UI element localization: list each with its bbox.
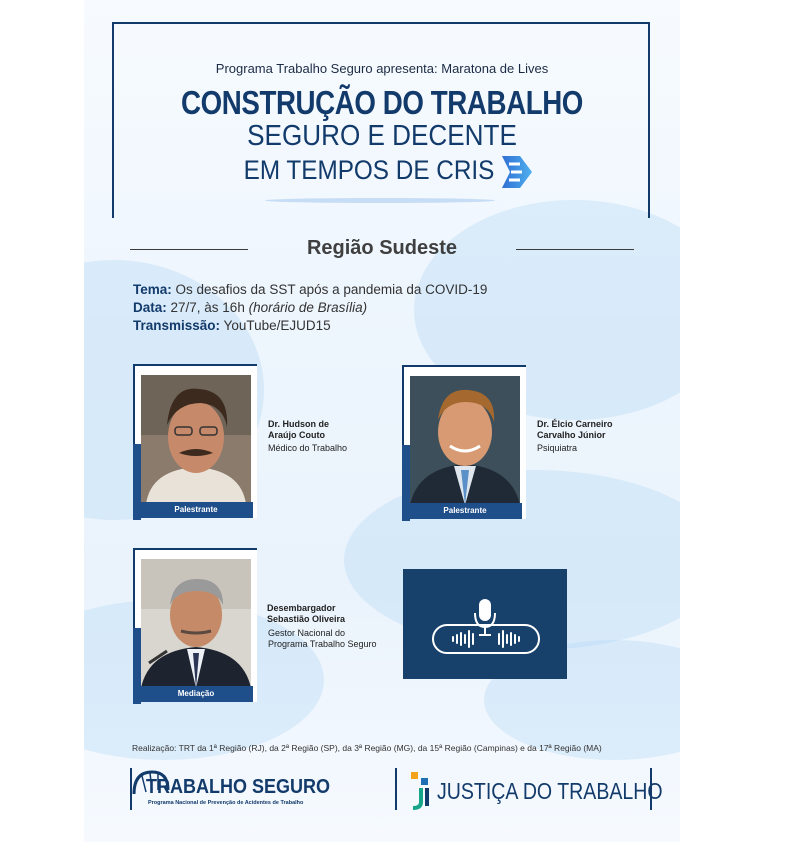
mediator-name: Desembargador Sebastião Oliveira [267,603,346,624]
speaker-photo [141,375,251,504]
region-divider-right [516,249,634,250]
tema-line [133,282,487,297]
region-title: Região Sudeste [306,237,458,259]
speaker-role: Médico do Trabalho [268,443,348,453]
transmissao-line [133,318,331,333]
transmissao-label: Transmissão: [133,318,221,333]
data-note: (horário de Brasília) [248,300,368,315]
title-underglow [265,198,495,203]
logo-divider-mid [395,768,397,810]
left-logo-subtitle: Programa Nacional de Prevenção de Acidentes de Trabalho [148,800,304,806]
speaker-badge: Palestrante [408,503,522,519]
logo-divider-left [130,768,132,810]
speaker-card-hudson [133,364,257,518]
right-logo-text: JUSTIÇA DO TRABALHO [437,778,663,804]
mediator-role: Gestor Nacional do Programa Trabalho Seguro [268,628,377,649]
speaker-name: Dr. Hudson de Araújo Couto [268,419,330,440]
speaker-photo [410,376,520,505]
speaker-badge: Palestrante [139,502,253,518]
tema-label: Tema: [133,282,172,297]
tema-value: Os desafios da SST após a pandemia da COVID-19 [171,282,488,297]
data-value: 27/7, às 16h [166,300,249,315]
mediator-card [133,548,257,702]
left-logo-text: TRABALHO SEGURO [146,776,331,798]
title-line-2: SEGURO E DECENTE [247,120,517,152]
speaker-role: Psiquiatra [537,443,578,453]
event-kicker: Programa Trabalho Seguro apresenta: Maratona de Lives [215,61,549,76]
data-line [133,300,367,315]
mediator-badge: Mediação [139,686,253,702]
speaker-name: Dr. Élcio Carneiro Carvalho Júnior [537,419,613,440]
play-arrow-e-icon [500,154,534,190]
data-label: Data: [133,300,167,315]
mediator-photo [141,559,251,688]
credits-text: Realização: TRT da 1ª Região (RJ), da 2ª Região (SP), da 3ª Região (MG), da 15ª Região (Campinas) e da 17ª Região (MA) [132,743,602,753]
speaker-card-elcio [402,365,526,519]
microphone-waveform-icon [403,569,567,679]
title-line-1: CONSTRUÇÃO DO TRABALHO [181,84,583,121]
region-divider-left [130,249,248,250]
title-line-3: EM TEMPOS DE CRIS [243,155,495,185]
jt-emblem-icon [405,768,435,810]
transmissao-value: YouTube/EJUD15 [220,318,331,333]
audio-panel [403,569,567,679]
